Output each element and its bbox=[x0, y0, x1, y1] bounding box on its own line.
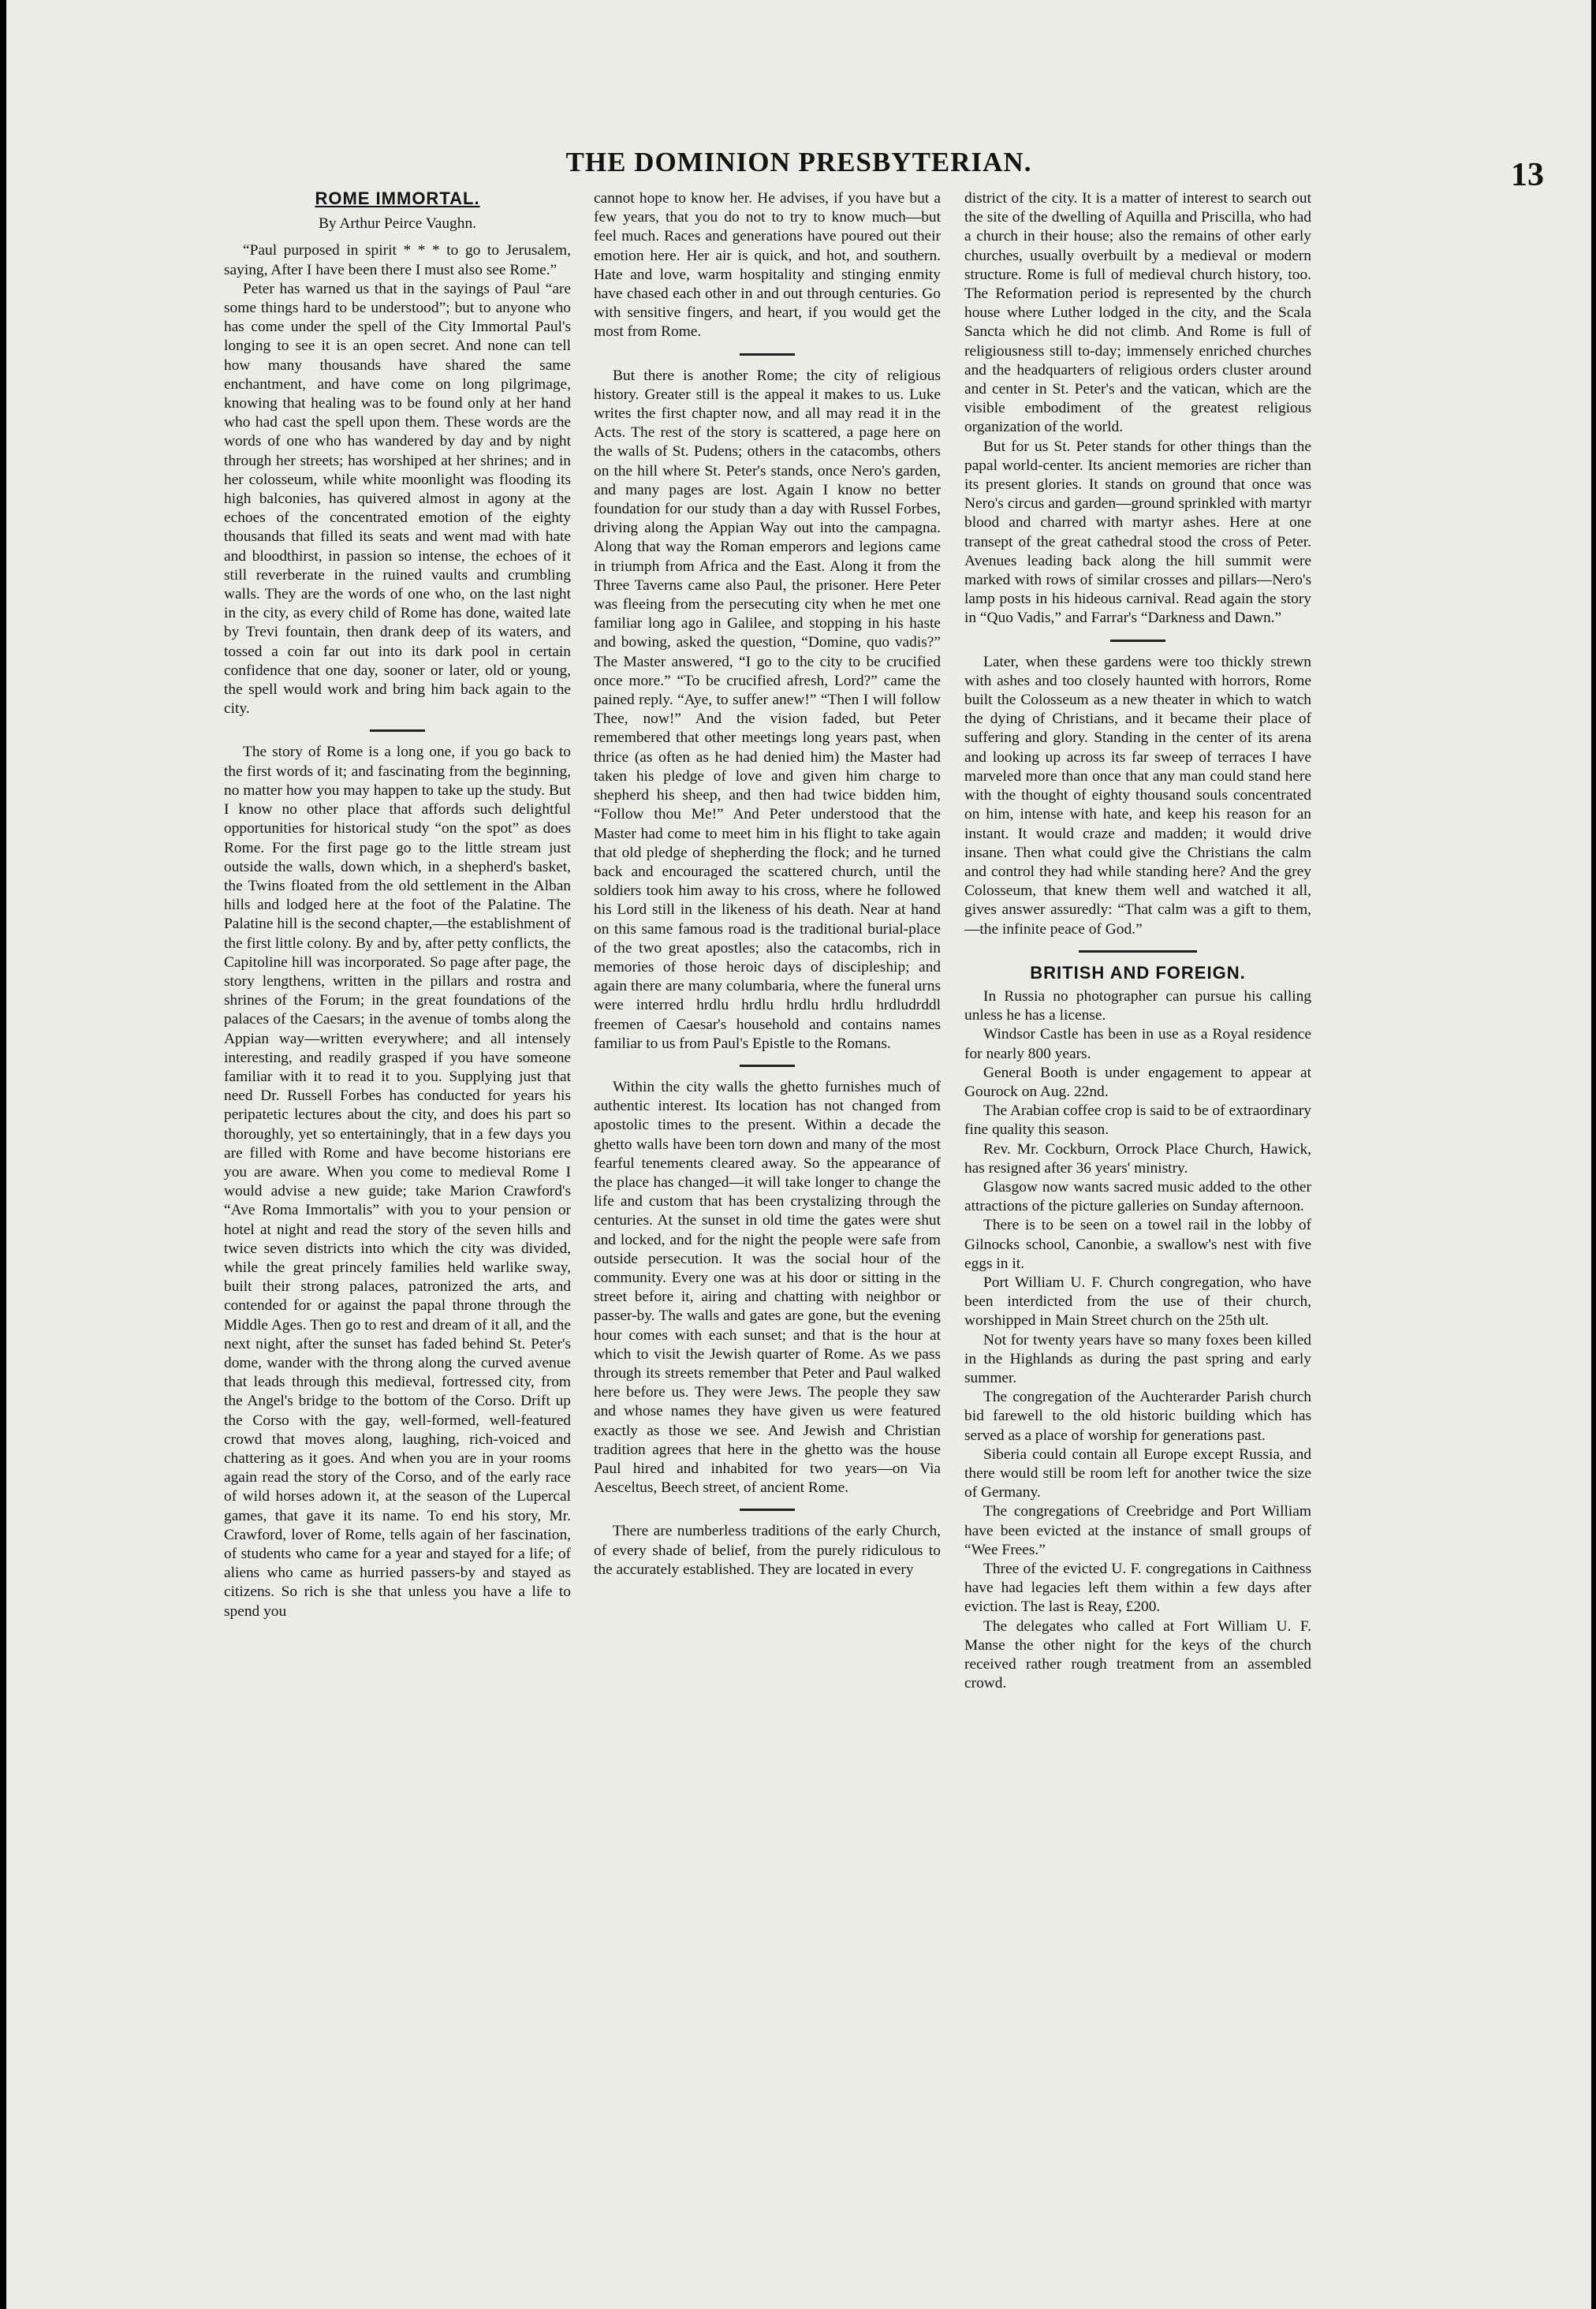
paragraph: Later, when these gardens were too thickly strewn with ashes and too closely haunted with horrors, Rome built the Colosseum as a new theater in which to watch the dying of Christians, and it became their place of suffering and glory. Standing in the center of its arena and looking up across its far sweep of terraces I have marveled more than once that any man could stand here with the thought of eighty thousand souls concentrated on him, intense with hate, and keep his reason for an instant. It would craze and madden; it would drive insane. Then what could give the Christians the calm and control they had while standing here? And the grey Colosseum, that knew them well and watched it all, gives answer assuredly: “That calm was a gift to them,—the infinite peace of God.” bbox=[964, 653, 1311, 938]
news-item: Not for twenty years have so many foxes been killed in the Highlands as during the past spring and early summer. bbox=[964, 1331, 1311, 1386]
news-item: Port William U. F. Church congregation, who have been interdicted from the use of their church, worshipped in Main Street church on the 25th ult. bbox=[964, 1274, 1311, 1330]
paragraph: district of the city. It is a matter of interest to search out the site of the dwelling of Aquilla and Priscilla, who had a church in their house; also the remains of other early churches, usually overbuilt by a medieval or modern structure. Rome is full of medieval church history, too. The Reformation period is represented by the church house where Luther lodged in the city, and the Scala Sancta which he did not climb. And Rome is full of religiousness still to-day; immensely enriched churches and the headquarters of religious orders cluster around and center in St. Peter's and the vatican, which are the visible embodiment of the greatest religious organization of the world. bbox=[964, 190, 1311, 436]
news-item: Glasgow now wants sacred music added to the other attractions of the picture galleries on Sunday afternoon. bbox=[964, 1178, 1311, 1215]
news-item: Siberia could contain all Europe except Russia, and there would still be room left for another twice the size of Germany. bbox=[964, 1445, 1311, 1501]
news-item: There is to be seen on a towel rail in the lobby of Gilnocks school, Canonbie, a swallow's nest with five eggs in it. bbox=[964, 1217, 1311, 1272]
paragraph: The story of Rome is a long one, if you go back to the first words of it; and fascinating from the beginning, no matter how you may happen to take up the study. But I know no other place that affords such delightful opportunities for historical study “on the spot” as does Rome. For the first page go to the little stream just outside the walls, down which, in a shepherd's basket, the Twins floated from the old settlement in the Alban hills and lodged here at the foot of the Palatine. The Palatine hill is the second chapter,—the establishment of the first little colony. By and by, after petty conflicts, the Capitoline hill was incorporated. So page after page, the story lengthens, written in the pillars and rostra and shrines of the Forum; in the great foundations of the palaces of the Caesars; in the avenue of tombs along the Appian way—written everywhere; and all intensely interesting, and readily grasped if you have someone familiar with it to read it to you. Supplying just that need Dr. Russell Forbes has conducted for years his peripatetic lectures about the city, and does his part so thoroughly, yet so entertainingly, that in a few days you are filled with Rome and have become historians ere you are aware. When you come to medieval Rome I would advise a new guide; take Marion Crawford's “Ave Roma Immortalis” with you to your pension or hotel at night and read the story of the seven hills and twice seven districts into which the city was divided, while the great princely families held warlike sway, built their strong palaces, patronized the arts, and contended for or against the papal throne through the Middle Ages. Then go to rest and dream of it all, and the next night, after the sunset has faded behind St. Peter's dome, wander with the throng along the curved avenue that leads through this medieval, fortressed city, from the Angel's bridge to the bottom of the Corso. Drift up the Corso with the gay, well-formed, well-featured crowd that moves along, laughing, rich-voiced and chattering as it goes. And when you are in your rooms again read the story of the Corso, and of the early race of wild horses adown it, at the season of the Lupercal games, that gave it its name. To end his story, Mr. Crawford, lover of Rome, tells again of her fascination, of students who came for a year and stayed for a life; of aliens who came as hurried passers-by and stayed as citizens. So rich is she that unless you have a life to spend you bbox=[224, 744, 571, 1620]
column-1 bbox=[224, 189, 571, 1621]
paragraph: Peter has warned us that in the sayings of Paul “are some things hard to be understood”; but to anyone who has come under the spell of the City Immortal Paul's longing to see it is an open secret. And none can tell how many thousands have shared the same enchantment, and have come on long pilgrimage, knowing that healing was to be found only at her hand who had cast the spell upon them. These words are the words of one who has wandered by day and by night through her streets; has worshiped at her shrines; and in her colosseum, while white moonlight was flooding its high balconies, has quivered almost in agony at the echoes of the concentrated emotion of the eighty thousands that filled its seats and went mad with hate and bloodthirst, in passion so intense, the echoes of it still reverberate in the ruined vaults and crumbling walls. They are the words of one who, on the last night in the city, as every child of Rome has done, waited late by Trevi fountain, then drank deep of its waters, and tossed a coin far out into its dark pool in certain confidence that one day, sooner or later, old or young, the spell would work and bring him back again to the city. bbox=[224, 280, 571, 718]
newspaper-page bbox=[6, 0, 1591, 2309]
news-item: The congregation of the Auchterarder Parish church bid farewell to the old historic building which has served as a place of worship for generations past. bbox=[964, 1389, 1311, 1444]
section-rule bbox=[740, 1065, 795, 1067]
news-item: In Russia no photographer can pursue his calling unless he has a license. bbox=[964, 987, 1311, 1024]
section-rule bbox=[1110, 640, 1165, 642]
news-item: Three of the evicted U. F. congregations in Caithness have had legacies left them within a few days after eviction. The last is Reay, £200. bbox=[964, 1561, 1311, 1616]
paragraph: But there is another Rome; the city of religious history. Greater still is the appeal it makes to us. Luke writes the first chapter now, and all may read it in the Acts. The rest of the story is scattered, a page here on the walls of St. Pudens; others in the catacombs, others on the hill where St. Peter's stands, once Nero's garden, and many pages are lost. Again I know no better foundation for our study than a day with Russel Forbes, driving along the Appian Way out into the campagna. Along that way the Roman emperors and legions came in triumph from Africa and the East. Along it from the Three Taverns came also Paul, the prisoner. Here Peter was fleeing from the persecuting city when he met one familiar long ago in Galilee, and stopping in his haste and bowing, asked the question, “Domine, quo vadis?” The Master answered, “I go to the city to be crucified once more.” “To be crucified afresh, Lord?” came the pained reply. “Aye, to suffer anew!” “Then I will follow Thee, now!” And the vision faded, but Peter remembered that other meetings long years past, when thrice (as often as he had denied him) the Master had taken his pledge of love and given him charge to shepherd his sheep, and then had twice bidden him, “Follow thou Me!” And Peter understood that the Master had come to meet him in his flight to take again that old pledge of shepherding the flock; and he turned back and encouraged the scattered church, until the soldiers took him away to his cross, where he followed his Lord still in the likeness of his death. Near at hand on this same famous road is the traditional burial-place of the two great apostles; also the catacombs, rich in memories of those heroic days of discipleship; and again there are many columbaria, where the funeral urns were interred hrdlu hrdlu hrdlu hrdlu hrdludrddl freemen of Caesar's household and contains names familiar to us from Paul's Epistle to the Romans. bbox=[594, 367, 941, 1052]
paragraph: There are numberless traditions of the early Church, of every shade of belief, from the purely ridiculous to the accurately established. They are located in every bbox=[594, 1523, 941, 1578]
section-rule bbox=[1079, 950, 1197, 953]
section-title: BRITISH AND FOREIGN. bbox=[1030, 962, 1246, 983]
paragraph: Within the city walls the ghetto furnishes much of authentic interest. Its location has not changed from apostolic times to the present. Within a decade the ghetto walls have been torn down and many of the most fearful tenements cleared away. So the appearance of the place has changed—it will take longer to change the life and custom that has been crystalizing through the centuries. At the sunset in old time the gates were shut and locked, and for the night the people were safe from outside persecution. It was the social hour of the community. Every one was at his door or sitting in the street before it, airing and chatting with neighbor or passer-by. The walls and gates are gone, but the evening hour comes with each sunset; and that is the hour at which to visit the Jewish quarter of Rome. As we pass through its streets remember that Peter and Paul walked here before us. They were Jews. The people they saw and whose names they have given us were featured exactly as those we see. And Jewish and Christian tradition agrees that here in the ghetto was the house Paul hired and inhabited for two years—on Via Aesceltus, Beech street, of ancient Rome. bbox=[594, 1078, 941, 1497]
paragraph: “Paul purposed in spirit * * * to go to Jerusalem, saying, After I have been there I must also see Rome.” bbox=[224, 242, 571, 278]
page-number: 13 bbox=[1511, 157, 1544, 193]
article-title: ROME IMMORTAL. bbox=[315, 188, 480, 208]
column-3 bbox=[964, 189, 1311, 1693]
news-item: Rev. Mr. Cockburn, Orrock Place Church, Hawick, has resigned after 36 years' ministry. bbox=[964, 1140, 1311, 1177]
byline: By Arthur Peirce Vaughn. bbox=[319, 215, 476, 233]
news-item: The delegates who called at Fort William U. F. Manse the other night for the keys of the church received rather rough treatment from an assembled crowd. bbox=[964, 1617, 1311, 1692]
news-item: Windsor Castle has been in use as a Royal residence for nearly 800 years. bbox=[964, 1026, 1311, 1062]
news-item: General Booth is under engagement to appear at Gourock on Aug. 22nd. bbox=[964, 1064, 1311, 1100]
paragraph: cannot hope to know her. He advises, if you have but a few years, that you do not to try to know much—but feel much. Races and generations have poured out their emotion here. Her air is quick, and hot, and southern. Hate and love, warm hospitality and stinging enmity have chased each other in and out through centuries. Go with sensitive fingers, and heart, if you would get the most from Rome. bbox=[594, 190, 941, 341]
news-item: The congregations of Creebridge and Port William have been evicted at the instance of small groups of “Wee Frees.” bbox=[964, 1503, 1311, 1558]
news-item: The Arabian coffee crop is said to be of extraordinary fine quality this season. bbox=[964, 1102, 1311, 1139]
section-rule bbox=[740, 1509, 795, 1511]
section-rule bbox=[370, 729, 425, 732]
section-rule bbox=[740, 353, 795, 356]
news-items bbox=[964, 987, 1311, 1694]
column-2 bbox=[594, 189, 941, 1580]
masthead: THE DOMINION PRESBYTERIAN. bbox=[565, 147, 1032, 177]
paragraph: But for us St. Peter stands for other things than the papal world-center. Its ancient memories are richer than its present glories. It stands on ground that once was Nero's circus and garden—ground sprinkled with martyr blood and charred with martyr ashes. Here at one transept of the great cathedral stood the cross of Peter. Avenues leading back along the hill summit were marked with rows of similar crosses and pillars—Nero's lamp posts in his hideous carnival. Read again the story in “Quo Vadis,” and Farrar's “Darkness and Dawn.” bbox=[964, 438, 1311, 627]
